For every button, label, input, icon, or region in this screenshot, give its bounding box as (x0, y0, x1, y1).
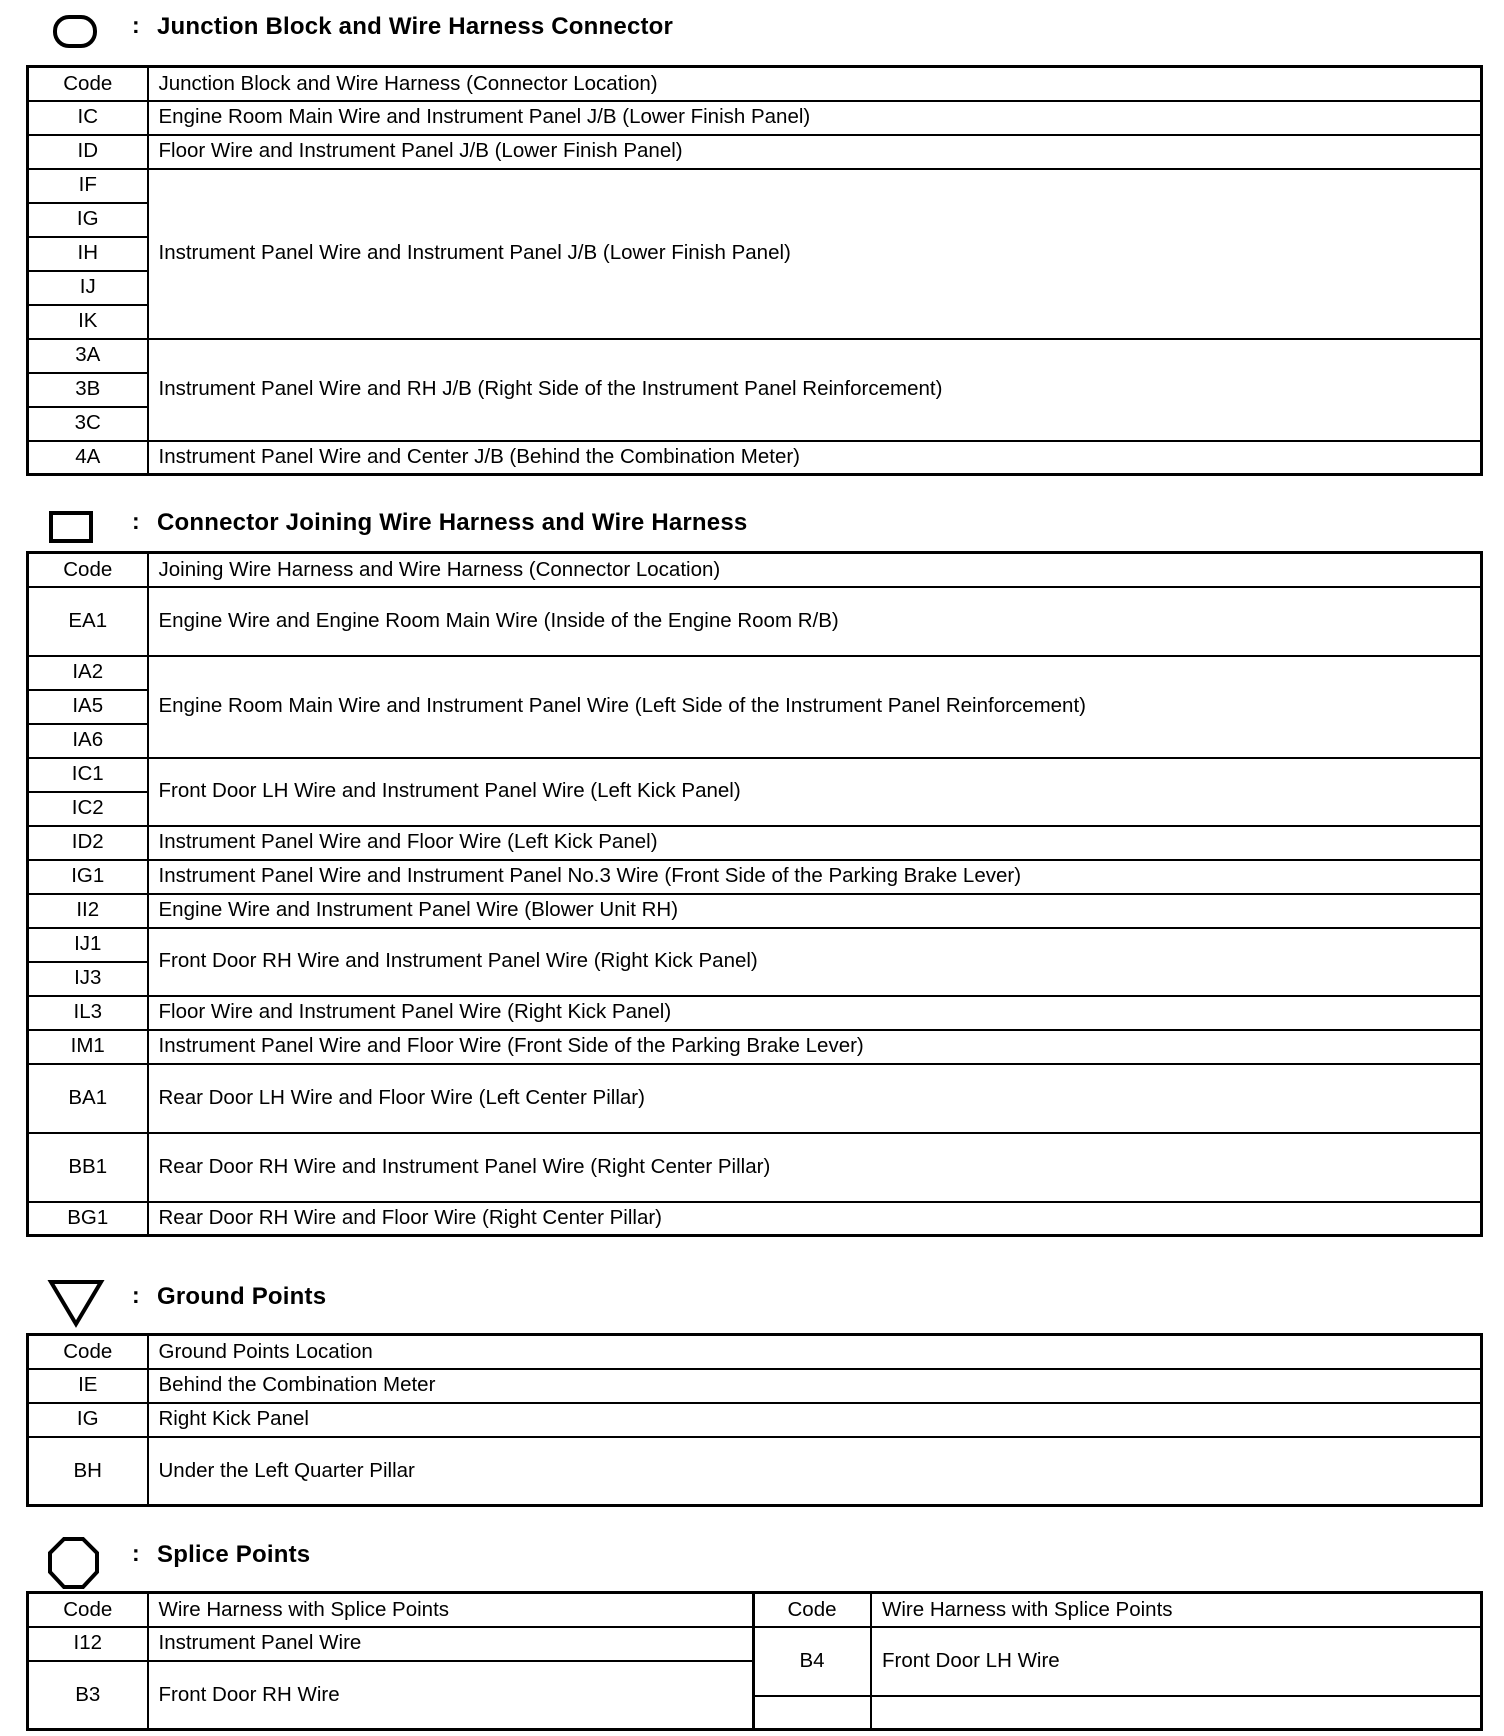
ground-table (26, 1333, 1483, 1507)
splice-code: I12 (28, 1627, 148, 1661)
row-code: IG (28, 1403, 148, 1437)
row-description: Floor Wire and Instrument Panel Wire (Right Kick Panel) (148, 996, 1482, 1030)
table-row (28, 860, 1482, 894)
row-code: 4A (28, 441, 148, 475)
splice-table-right (752, 1591, 1483, 1731)
splice-table-left (26, 1591, 755, 1731)
row-code: BB1 (28, 1133, 148, 1202)
desc-header: Joining Wire Harness and Wire Harness (Connector Location) (148, 553, 1482, 587)
row-code: IE (28, 1369, 148, 1403)
row-code: EA1 (28, 587, 148, 656)
splice-desc-empty (871, 1696, 1481, 1730)
table-row (28, 656, 1482, 690)
desc-header: Wire Harness with Splice Points (148, 1593, 754, 1627)
code-header: Code (28, 67, 148, 101)
code-header: Code (28, 553, 148, 587)
table-row (28, 101, 1482, 135)
row-description: Instrument Panel Wire and Floor Wire (Front Side of the Parking Brake Lever) (148, 1030, 1482, 1064)
row-code: 3A (28, 339, 148, 373)
table-row (28, 996, 1482, 1030)
row-description: Floor Wire and Instrument Panel J/B (Lower Finish Panel) (148, 135, 1482, 169)
row-code: IJ (28, 271, 148, 305)
row-description: Engine Room Main Wire and Instrument Panel Wire (Left Side of the Instrument Panel Reinforcement) (148, 656, 1482, 758)
ground-section-heading (0, 1278, 1504, 1322)
table-row (28, 758, 1482, 792)
table-row (28, 928, 1482, 962)
table-row (28, 1064, 1482, 1133)
desc-header: Junction Block and Wire Harness (Connector Location) (148, 67, 1482, 101)
row-code: IC2 (28, 792, 148, 826)
row-description: Instrument Panel Wire and Instrument Panel J/B (Lower Finish Panel) (148, 169, 1482, 339)
splice-desc: Instrument Panel Wire (148, 1627, 754, 1661)
rectangle-symbol-icon (48, 510, 98, 546)
table-row (28, 894, 1482, 928)
table-row (28, 1133, 1482, 1202)
table-row (28, 339, 1482, 373)
heading-colon: : (132, 508, 140, 534)
row-code: BA1 (28, 1064, 148, 1133)
table-row (28, 1030, 1482, 1064)
row-description: Front Door LH Wire and Instrument Panel Wire (Left Kick Panel) (148, 758, 1482, 826)
row-description: Rear Door RH Wire and Instrument Panel Wire (Right Center Pillar) (148, 1133, 1482, 1202)
splice-section-title: Splice Points (157, 1541, 311, 1568)
row-description: Rear Door RH Wire and Floor Wire (Right Center Pillar) (148, 1202, 1482, 1236)
row-code: 3B (28, 373, 148, 407)
row-code: IA2 (28, 656, 148, 690)
row-description: Right Kick Panel (148, 1403, 1482, 1437)
row-description: Engine Room Main Wire and Instrument Panel J/B (Lower Finish Panel) (148, 101, 1482, 135)
desc-header: Wire Harness with Splice Points (871, 1593, 1481, 1627)
table-row (28, 1369, 1482, 1403)
row-code: IG1 (28, 860, 148, 894)
table-row (28, 135, 1482, 169)
row-code: IA5 (28, 690, 148, 724)
triangle-symbol-icon (46, 1278, 110, 1328)
splice-desc: Front Door LH Wire (871, 1627, 1481, 1696)
row-description: Front Door RH Wire and Instrument Panel Wire (Right Kick Panel) (148, 928, 1482, 996)
row-description: Engine Wire and Instrument Panel Wire (Blower Unit RH) (148, 894, 1482, 928)
row-code: IF (28, 169, 148, 203)
row-code: BH (28, 1437, 148, 1506)
row-description: Instrument Panel Wire and Floor Wire (Left Kick Panel) (148, 826, 1482, 860)
row-description: Instrument Panel Wire and Center J/B (Behind the Combination Meter) (148, 441, 1482, 475)
heading-colon: : (132, 12, 140, 38)
row-description: Rear Door LH Wire and Floor Wire (Left Center Pillar) (148, 1064, 1482, 1133)
table-row (28, 1437, 1482, 1506)
row-code: IC (28, 101, 148, 135)
connector-section-heading (0, 504, 1504, 548)
row-code: IJ1 (28, 928, 148, 962)
heading-colon: : (132, 1540, 140, 1566)
row-code: IG (28, 203, 148, 237)
code-header: Code (28, 1593, 148, 1627)
ground-section-title: Ground Points (157, 1283, 327, 1310)
code-header: Code (753, 1593, 871, 1627)
splice-code: B3 (28, 1661, 148, 1730)
rounded-rectangle-symbol-icon (52, 14, 100, 50)
junction-section-heading (0, 8, 1504, 52)
table-row (28, 169, 1482, 203)
heading-colon: : (132, 1282, 140, 1308)
splice-desc: Front Door RH Wire (148, 1661, 754, 1730)
desc-header: Ground Points Location (148, 1335, 1482, 1369)
row-description: Under the Left Quarter Pillar (148, 1437, 1482, 1506)
connector-table (26, 551, 1483, 1237)
junction-section-title: Junction Block and Wire Harness Connector (157, 13, 674, 40)
connector-section-title: Connector Joining Wire Harness and Wire Harness (157, 509, 748, 536)
row-code: ID (28, 135, 148, 169)
row-description: Behind the Combination Meter (148, 1369, 1482, 1403)
row-code: IK (28, 305, 148, 339)
table-row (28, 441, 1482, 475)
row-description: Instrument Panel Wire and RH J/B (Right Side of the Instrument Panel Reinforcement) (148, 339, 1482, 441)
row-code: 3C (28, 407, 148, 441)
row-description: Engine Wire and Engine Room Main Wire (Inside of the Engine Room R/B) (148, 587, 1482, 656)
splice-section-heading (0, 1536, 1504, 1580)
row-code: ID2 (28, 826, 148, 860)
row-code: IH (28, 237, 148, 271)
table-row (28, 826, 1482, 860)
table-row (28, 587, 1482, 656)
row-code: IJ3 (28, 962, 148, 996)
splice-code-empty (753, 1696, 871, 1730)
code-header: Code (28, 1335, 148, 1369)
octagon-symbol-icon (46, 1536, 106, 1592)
row-code: IL3 (28, 996, 148, 1030)
row-code: IM1 (28, 1030, 148, 1064)
table-row (28, 1403, 1482, 1437)
splice-code: B4 (753, 1627, 871, 1696)
row-description: Instrument Panel Wire and Instrument Panel No.3 Wire (Front Side of the Parking Brake Lever) (148, 860, 1482, 894)
junction-table (26, 65, 1483, 476)
row-code: IC1 (28, 758, 148, 792)
row-code: BG1 (28, 1202, 148, 1236)
row-code: IA6 (28, 724, 148, 758)
table-row (28, 1202, 1482, 1236)
row-code: II2 (28, 894, 148, 928)
